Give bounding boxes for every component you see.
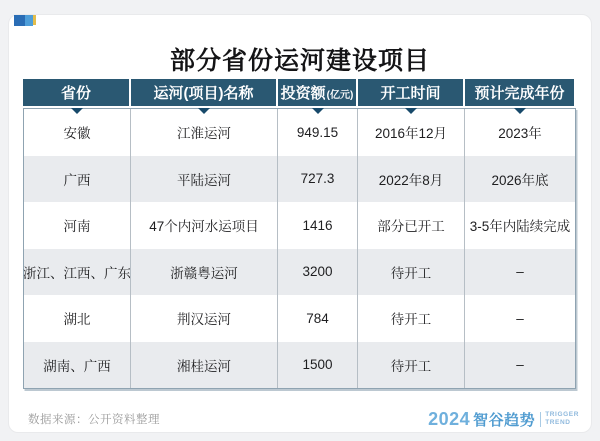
- table-cell: 湘桂运河: [130, 342, 277, 389]
- logo-divider: [540, 412, 541, 427]
- table-cell: 1500: [277, 342, 357, 389]
- table-row: [24, 202, 575, 249]
- table-cell: 47个内河水运项目: [130, 202, 277, 249]
- column-header-label: 运河(项目)名称: [153, 85, 254, 102]
- table-row: [24, 342, 575, 389]
- table-body: [23, 108, 576, 389]
- table-row: [24, 109, 575, 156]
- column-header: [356, 79, 463, 106]
- table-cell: 2023年: [464, 109, 575, 156]
- page-title: 部分省份运河建设项目: [169, 47, 430, 75]
- table-cell: 河南: [63, 219, 91, 235]
- table-row: [24, 156, 575, 203]
- column-header-unit: (亿元): [326, 90, 354, 101]
- column-header: [276, 79, 356, 106]
- table-cell: 浙赣粤运河: [130, 249, 277, 296]
- content-card: [8, 14, 592, 433]
- table-cell: –: [464, 249, 575, 296]
- table-cell: 部分已开工: [357, 202, 464, 249]
- table-cell: 784: [277, 295, 357, 342]
- table-cell: –: [464, 342, 575, 389]
- table-cell: 湖南、广西: [43, 358, 111, 374]
- column-header-label: 省份: [60, 85, 91, 102]
- table-cell: 1416: [277, 202, 357, 249]
- deco-light-blue-square: [25, 15, 33, 26]
- table-cell: 3200: [277, 249, 357, 296]
- table-cell: 727.3: [277, 156, 357, 203]
- table-cell: 2016年12月: [357, 109, 464, 156]
- table-cell: 平陆运河: [130, 156, 277, 203]
- logo-tagline-line1: TRIGGER: [545, 411, 579, 419]
- table-cell: 待开工: [357, 295, 464, 342]
- logo-tagline: [545, 411, 579, 427]
- table-cell: –: [464, 295, 575, 342]
- table-header-row: [23, 79, 574, 106]
- data-source-note: 数据来源：公开资料整理: [28, 414, 160, 426]
- brand-logo: [428, 409, 579, 430]
- table-cell: 待开工: [357, 342, 464, 389]
- table-cell: 待开工: [357, 249, 464, 296]
- table-row: [24, 295, 575, 342]
- table-cell: 浙江、江西、广东: [23, 265, 131, 281]
- table-cell: 安徽: [24, 109, 130, 156]
- table-cell: 949.15: [277, 109, 357, 156]
- table-cell: 2022年8月: [357, 156, 464, 203]
- corner-decoration: [14, 15, 36, 26]
- table-row: [24, 249, 575, 296]
- column-header-label: 开工时间: [380, 85, 441, 102]
- deco-dark-blue-square: [14, 15, 25, 26]
- deco-yellow-stripe: [33, 15, 36, 25]
- canal-projects-table: [23, 79, 576, 389]
- table-cell: 2026年底: [464, 156, 575, 203]
- column-header: [463, 79, 574, 106]
- table-cell: 荆汉运河: [130, 295, 277, 342]
- table-cell: 湖北: [63, 312, 91, 328]
- column-header: [23, 79, 129, 106]
- logo-tagline-line2: TREND: [545, 419, 571, 426]
- column-header-label: 预计完成年份: [474, 85, 565, 102]
- table-cell: 广西: [63, 172, 91, 188]
- table-cell: 江淮运河: [130, 109, 277, 156]
- logo-year: 2024: [428, 408, 471, 429]
- column-header: [129, 79, 276, 106]
- footer: [28, 405, 579, 433]
- logo-brand-name: 智谷趋势: [473, 411, 536, 429]
- column-header-label: 投资额: [280, 85, 326, 102]
- table-cell: 3-5年内陆续完成: [464, 202, 575, 249]
